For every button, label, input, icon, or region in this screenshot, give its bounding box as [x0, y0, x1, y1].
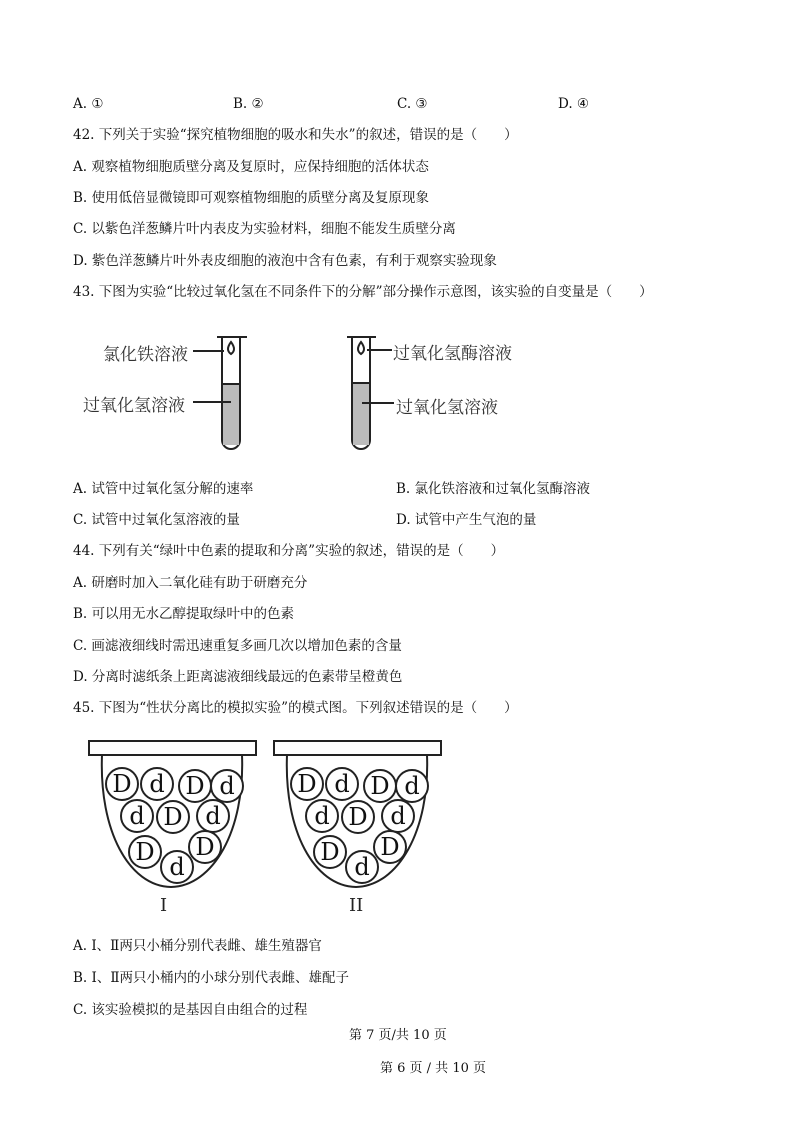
bucket-1	[89, 741, 256, 887]
q44-option-a: A. 研磨时加入二氧化硅有助于研磨充分	[73, 575, 308, 591]
tube2-top-label: 过氧化氢酶溶液	[393, 344, 512, 364]
ball-allele-label: d	[219, 772, 235, 800]
q41-option-b: B. ②	[233, 96, 264, 112]
ball-allele-label: D	[135, 838, 155, 866]
bucket2-label: II	[349, 895, 364, 916]
q43-stem: 43. 下图为实验“比较过氧化氢在不同条件下的分解”部分操作示意图，该实验的自变量是（ ）	[73, 284, 653, 300]
ball-allele-label: d	[354, 853, 370, 881]
q44-stem: 44. 下列有关“绿叶中色素的提取和分离”实验的叙述，错误的是（ ）	[73, 543, 505, 559]
ball-allele-label: D	[297, 770, 317, 798]
q42-option-b: B. 使用低倍显微镜即可观察植物细胞的质壁分离及复原现象	[73, 190, 430, 206]
q45-option-b: B. Ⅰ、Ⅱ两只小桶内的小球分别代表雌、雄配子	[73, 970, 350, 986]
test-tube-figure	[0, 320, 793, 460]
bucket-rim	[89, 741, 256, 755]
bucket-2	[274, 741, 441, 887]
ball-allele-label: D	[112, 770, 132, 798]
ball-allele-label: D	[320, 838, 340, 866]
tube1-top-label: 氯化铁溶液	[103, 345, 188, 365]
q43-option-b: B. 氯化铁溶液和过氧化氢酶溶液	[396, 481, 591, 497]
ball-allele-label: d	[129, 802, 145, 830]
q42-option-a: A. 观察植物细胞质壁分离及复原时，应保持细胞的活体状态	[73, 159, 429, 175]
q42-option-d: D. 紫色洋葱鳞片叶外表皮细胞的液泡中含有色素，有利于观察实验现象	[73, 253, 497, 269]
ball-allele-label: d	[149, 770, 165, 798]
q44-option-c: C. 画滤液细线时需迅速重复多画几次以增加色素的含量	[73, 638, 402, 654]
bucket-figure	[0, 735, 793, 925]
ball-allele-label: D	[370, 772, 390, 800]
q43-option-a: A. 试管中过氧化氢分解的速率	[73, 481, 254, 497]
buckets-drawing	[0, 735, 793, 925]
inner-page-number: 第 7 页/共 10 页	[349, 1028, 447, 1043]
bucket-rim	[274, 741, 441, 755]
q43-option-c: C. 试管中过氧化氢溶液的量	[73, 512, 240, 528]
ball-allele-label: D	[163, 803, 183, 831]
tube2-bottom-label: 过氧化氢溶液	[396, 398, 498, 418]
q42-stem: 42. 下列关于实验“探究植物细胞的吸水和失水”的叙述，错误的是（ ）	[73, 127, 518, 143]
ball-allele-label: d	[314, 802, 330, 830]
tube1-bottom-label: 过氧化氢溶液	[83, 396, 185, 416]
bucket1-label: I	[160, 895, 168, 916]
ball-allele-label: D	[195, 833, 215, 861]
q45-option-c: C. 该实验模拟的是基因自由组合的过程	[73, 1002, 308, 1018]
ball-allele-label: d	[390, 802, 406, 830]
q41-option-c: C. ③	[397, 96, 428, 112]
ball-allele-label: D	[185, 772, 205, 800]
q43-option-d: D. 试管中产生气泡的量	[396, 512, 537, 528]
q45-stem: 45. 下图为“性状分离比的模拟实验”的模式图。下列叙述错误的是（ ）	[73, 700, 518, 716]
q44-option-b: B. 可以用无水乙醇提取绿叶中的色素	[73, 606, 295, 622]
q41-option-a: A. ①	[73, 96, 104, 112]
q45-option-a: A. Ⅰ、Ⅱ两只小桶分别代表雌、雄生殖器官	[73, 938, 322, 954]
ball-allele-label: d	[169, 853, 185, 881]
q44-option-d: D. 分离时滤纸条上距离滤液细线最远的色素带呈橙黄色	[73, 669, 403, 685]
ball-allele-label: d	[205, 802, 221, 830]
ball-allele-label: d	[404, 772, 420, 800]
ball-allele-label: D	[380, 833, 400, 861]
q42-option-c: C. 以紫色洋葱鳞片叶内表皮为实验材料，细胞不能发生质壁分离	[73, 221, 456, 237]
ball-allele-label: D	[348, 803, 368, 831]
ball-allele-label: d	[334, 770, 350, 798]
q41-option-d: D. ④	[558, 96, 590, 112]
outer-page-number: 第 6 页 / 共 10 页	[380, 1061, 486, 1076]
